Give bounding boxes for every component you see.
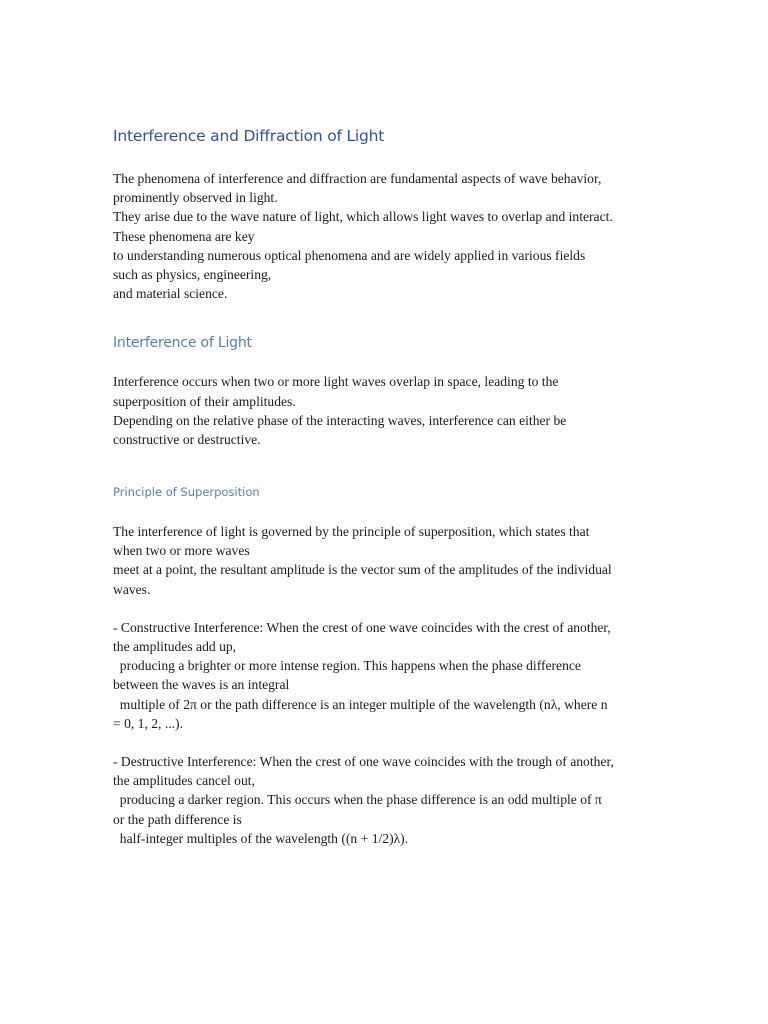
text-line: - Constructive Interference: When the crest of one wave coincides with the crest of another, bbox=[113, 619, 611, 635]
text-line: the amplitudes cancel out, bbox=[113, 773, 255, 789]
text-line: = 0, 1, 2, ...). bbox=[113, 715, 183, 731]
text-line: between the waves is an integral bbox=[113, 677, 290, 693]
text-line: superposition of their amplitudes. bbox=[113, 393, 296, 409]
text-line: producing a darker region. This occurs when the phase difference is an odd multiple of π bbox=[113, 792, 602, 808]
text-line: when two or more waves bbox=[113, 543, 250, 559]
interference-paragraph bbox=[113, 372, 661, 449]
text-line: The interference of light is governed by the principle of superposition, which states that bbox=[113, 524, 590, 540]
text-line: They arise due to the wave nature of light, which allows light waves to overlap and interact. bbox=[113, 209, 613, 225]
text-line: waves. bbox=[113, 581, 151, 597]
intro-paragraph bbox=[113, 169, 661, 303]
text-line: such as physics, engineering, bbox=[113, 266, 272, 282]
text-line: constructive or destructive. bbox=[113, 431, 261, 447]
document-title: Interference and Diffraction of Light bbox=[113, 127, 385, 145]
superposition-paragraph bbox=[113, 522, 661, 599]
text-line: - Destructive Interference: When the crest of one wave coincides with the trough of another, bbox=[113, 753, 614, 769]
constructive-interference-paragraph bbox=[113, 618, 661, 733]
section-heading-interference: Interference of Light bbox=[113, 335, 252, 352]
text-line: Interference occurs when two or more light waves overlap in space, leading to the bbox=[113, 374, 559, 390]
text-line: and material science. bbox=[113, 286, 228, 302]
document-page bbox=[113, 124, 661, 848]
text-line: Depending on the relative phase of the interacting waves, interference can either be bbox=[113, 412, 567, 428]
subsection-heading-superposition: Principle of Superposition bbox=[113, 485, 260, 500]
text-line: meet at a point, the resultant amplitude is the vector sum of the amplitudes of the individual bbox=[113, 562, 612, 578]
text-line: The phenomena of interference and diffraction are fundamental aspects of wave behavior, bbox=[113, 171, 602, 186]
text-line: prominently observed in light. bbox=[113, 190, 278, 206]
text-line: the amplitudes add up, bbox=[113, 639, 237, 654]
text-line: multiple of 2π or the path difference is an integer multiple of the wavelength (nλ, where n bbox=[113, 696, 608, 712]
text-line: producing a brighter or more intense region. This happens when the phase difference bbox=[113, 658, 581, 674]
text-line: half-integer multiples of the wavelength ((n + 1/2)λ). bbox=[113, 830, 409, 846]
destructive-interference-paragraph bbox=[113, 752, 661, 848]
text-line: These phenomena are key bbox=[113, 228, 255, 244]
text-line: or the path difference is bbox=[113, 811, 242, 827]
text-line: to understanding numerous optical phenomena and are widely applied in various fields bbox=[113, 247, 586, 263]
